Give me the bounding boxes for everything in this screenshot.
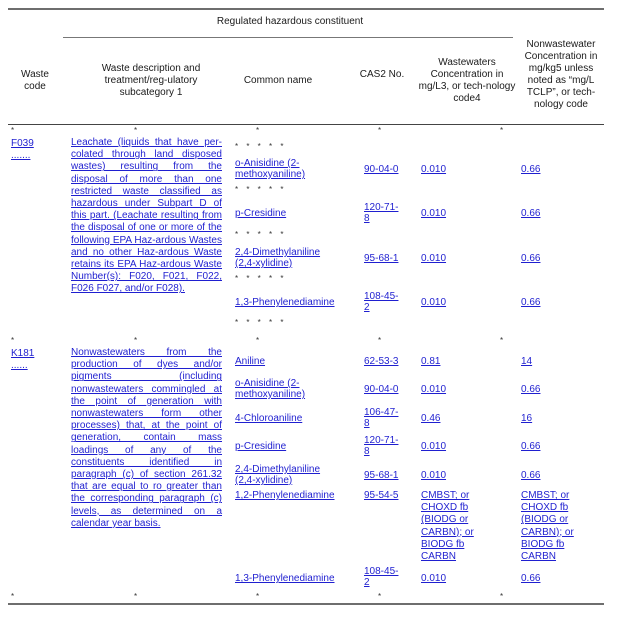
- group-header-rule: [63, 37, 513, 38]
- wastewater-value-link[interactable]: 0.010: [421, 208, 447, 219]
- cas-number-link[interactable]: 95-68-1: [364, 470, 399, 481]
- waste-code-link[interactable]: K181: [11, 348, 35, 359]
- omitted-rows-marker: * * * * *: [235, 142, 287, 151]
- cas-number-link[interactable]: 95-54-5: [364, 490, 399, 501]
- ellipsis-marker: *: [500, 592, 504, 601]
- nonwastewater-value-link[interactable]: 16: [521, 413, 533, 424]
- wastewater-value-link[interactable]: 0.46: [421, 413, 441, 424]
- cas-number-link[interactable]: 106-47-8: [364, 407, 399, 429]
- nonwastewater-value-link[interactable]: 0.66: [521, 208, 541, 219]
- col-header-description: Waste description and treatment/reg-ulatory subcategory 1: [101, 63, 201, 98]
- col-header-common-name: Common name: [243, 75, 313, 86]
- common-name-link[interactable]: p-Cresidine: [235, 208, 287, 219]
- cas-number-link[interactable]: 120-71-8: [364, 202, 399, 224]
- wastewater-value-link[interactable]: 0.010: [421, 253, 447, 264]
- cas-number-link[interactable]: 108-45-2: [364, 566, 399, 588]
- col-header-nonwastewaters: Nonwastewater Concentration in mg/kg5 unless noted as “mg/L TCLP”, or tech-nology code: [524, 39, 598, 110]
- common-name-link[interactable]: p-Cresidine: [235, 441, 287, 452]
- common-name-link[interactable]: o-Anisidine (2-methoxyaniline): [235, 378, 306, 400]
- nonwastewater-value-link[interactable]: 0.66: [521, 297, 541, 308]
- nonwastewater-value-link[interactable]: 0.66: [521, 164, 541, 175]
- nonwastewater-value-link[interactable]: 0.66: [521, 441, 541, 452]
- nonwastewater-value-link[interactable]: 14: [521, 356, 533, 367]
- common-name-link[interactable]: 2,4-Dimethylaniline (2,4-xylidine): [235, 247, 321, 269]
- wastewater-value-link[interactable]: 0.010: [421, 297, 447, 308]
- common-name-link[interactable]: o-Anisidine (2-methoxyaniline): [235, 158, 306, 180]
- omitted-rows-marker: * * * * *: [235, 274, 287, 283]
- common-name-link[interactable]: 2,4-Dimethylaniline (2,4-xylidine): [235, 464, 321, 486]
- wastewater-value-link[interactable]: 0.010: [421, 573, 447, 584]
- ellipsis-marker: *: [378, 592, 382, 601]
- ellipsis-marker: *: [11, 592, 15, 601]
- wastewater-value-link[interactable]: 0.010: [421, 384, 447, 395]
- ellipsis-marker: *: [256, 592, 260, 601]
- common-name-link[interactable]: 1,3-Phenylenediamine: [235, 573, 335, 584]
- ellipsis-marker: *: [256, 336, 260, 345]
- waste-code-leader[interactable]: ......: [11, 360, 28, 371]
- cas-number-link[interactable]: 90-04-0: [364, 164, 399, 175]
- cas-number-link[interactable]: 120-71-8: [364, 435, 399, 457]
- ellipsis-marker: *: [11, 126, 15, 135]
- col-header-wastewaters: Wastewaters Concentration in mg/L3, or tech-nology code4: [418, 57, 516, 104]
- nonwastewater-value-link[interactable]: 0.66: [521, 573, 541, 584]
- nonwastewater-value-link[interactable]: 0.66: [521, 384, 541, 395]
- cas-number-link[interactable]: 90-04-0: [364, 384, 399, 395]
- wastewater-value-link[interactable]: 0.010: [421, 441, 447, 452]
- cas-number-link[interactable]: 95-68-1: [364, 253, 399, 264]
- nonwastewater-value-link[interactable]: 0.66: [521, 470, 541, 481]
- wastewater-value-link[interactable]: 0.010: [421, 470, 447, 481]
- ellipsis-marker: *: [378, 336, 382, 345]
- cas-number-link[interactable]: 108-45-2: [364, 291, 399, 313]
- waste-description-link[interactable]: Nonwastewaters from the production of dyes and/or pigments (including nonwastewaters commingled at the point of generation with nonwastewaters form other processes) that, at the point of generation, contain mass loadings of any of the constituents identified in paragraph (c) of section 261.32 that are equal to ro greater than the corresponding paragraph (c) levels, as determined on a calendar year basis.: [71, 347, 222, 529]
- omitted-rows-marker: * * * * *: [235, 185, 287, 194]
- wastewater-value-link[interactable]: 0.010: [421, 164, 447, 175]
- ellipsis-marker: *: [134, 336, 138, 345]
- omitted-rows-marker: * * * * *: [235, 230, 287, 239]
- nonwastewater-value-link[interactable]: 0.66: [521, 253, 541, 264]
- table-top-rule: [8, 8, 604, 10]
- common-name-link[interactable]: 4-Chloroaniline: [235, 413, 303, 424]
- common-name-link[interactable]: 1,3-Phenylenediamine: [235, 297, 335, 308]
- ellipsis-marker: *: [256, 126, 260, 135]
- ellipsis-marker: *: [134, 126, 138, 135]
- header-bottom-rule: [8, 124, 604, 125]
- common-name-link[interactable]: Aniline: [235, 356, 266, 367]
- ellipsis-marker: *: [11, 336, 15, 345]
- col-header-waste-code: Waste code: [21, 69, 49, 92]
- col-header-cas-no: CAS2 No.: [359, 69, 405, 80]
- table-bottom-rule: [8, 603, 604, 605]
- ellipsis-marker: *: [500, 336, 504, 345]
- cas-number-link[interactable]: 62-53-3: [364, 356, 399, 367]
- group-header-title: Regulated hazardous constituent: [216, 16, 364, 27]
- wastewater-value-link[interactable]: 0.81: [421, 356, 441, 367]
- waste-code-leader[interactable]: .......: [11, 150, 31, 161]
- wastewater-technology-code-link[interactable]: CMBST; or CHOXD fb (BIODG or CARBN); or BIODG fb CARBN: [421, 490, 474, 563]
- ellipsis-marker: *: [134, 592, 138, 601]
- nonwastewater-technology-code-link[interactable]: CMBST; or CHOXD fb (BIODG or CARBN); or BIODG fb CARBN: [521, 490, 574, 563]
- ellipsis-marker: *: [500, 126, 504, 135]
- ellipsis-marker: *: [378, 126, 382, 135]
- common-name-link[interactable]: 1,2-Phenylenediamine: [235, 490, 335, 501]
- waste-code-link[interactable]: F039: [11, 138, 34, 149]
- waste-description-link[interactable]: Leachate (liquids that have per-colated through land disposed wastes) resulting from the disposal of more than one restricted waste classified as hazardous under Subpart D of this part. (Leachate resulting from the disposal of one or more of the following EPA Haz-ardous Wastes and no other Haz-ardous Waste retains its EPA Haz-ardous Waste Number(s): F020, F021, F022, F026 F027, and/or F028).: [71, 137, 222, 295]
- omitted-rows-marker: * * * * *: [235, 318, 287, 327]
